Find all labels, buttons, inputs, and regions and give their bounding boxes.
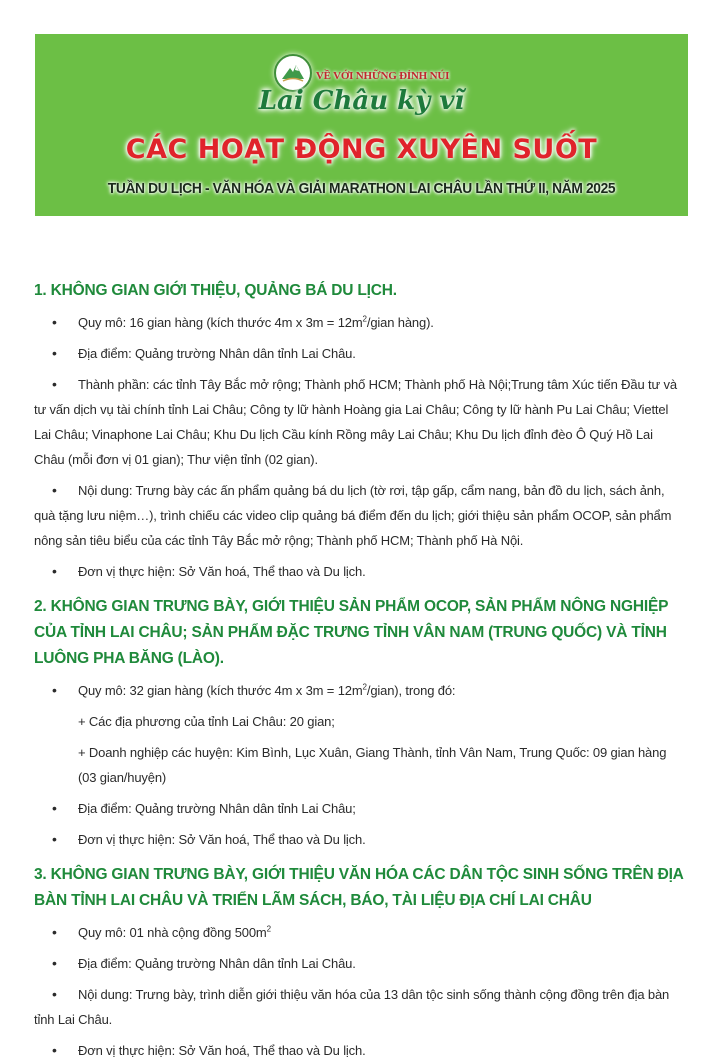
list-item: • Đơn vị thực hiện: Sở Văn hoá, Thể thao và Du lịch. xyxy=(34,827,684,852)
section-title: 1. KHÔNG GIAN GIỚI THIỆU, QUẢNG BÁ DU LỊCH. xyxy=(34,282,397,299)
list-item: • Địa điểm: Quảng trường Nhân dân tỉnh Lai Châu. xyxy=(34,951,684,976)
sub-item: + Doanh nghiệp các huyện: Kim Bình, Lục Xuân, Giang Thành, tỉnh Vân Nam, Trung Quốc: 09 gian hàng (03 gian/huyện) xyxy=(78,745,667,785)
script-title: Lai Châu kỳ vĩ xyxy=(258,86,465,116)
tagline: VỀ VỚI NHỮNG ĐỈNH NÚI xyxy=(315,70,450,82)
bullet-icon: • xyxy=(52,563,57,579)
main-title: CÁC HOẠT ĐỘNG XUYÊN SUỐT xyxy=(125,134,598,165)
section-title: 2. KHÔNG GIAN TRƯNG BÀY, GIỚI THIỆU SẢN PHẨM OCOP, SẢN PHẨM NÔNG NGHIỆP CỦA TỈNH LAI CHÂU; SẢN PHẨM ĐẶC TRƯNG TỈNH VÂN NAM (TRUNG QUỐC) VÀ TỈNH LUÔNG PHA BĂNG (LÀO). xyxy=(34,598,668,667)
sub-item: + Các địa phương của tỉnh Lai Châu: 20 gian; xyxy=(78,714,335,729)
list-item: • Quy mô: 32 gian hàng (kích thước 4m x $3m = 12m^2/gian$), trong đó: xyxy=(34,678,684,703)
list-item: • Đơn vị thực hiện: Sở Văn hoá, Thể thao và Du lịch. xyxy=(34,559,684,584)
list-item: • Quy mô: 16 gian hàng (kích thước 4m x $3m = 12m^2$/gian hàng). xyxy=(34,310,684,335)
bullet-icon: • xyxy=(52,800,57,816)
document-body xyxy=(34,278,684,1063)
list-item: • Địa điểm: Quảng trường Nhân dân tỉnh Lai Châu. xyxy=(34,341,684,366)
bullet-icon: • xyxy=(52,831,57,847)
section-3 xyxy=(34,862,684,1063)
section-2 xyxy=(34,594,684,852)
subtitle: TUẦN DU LỊCH - VĂN HÓA VÀ GIẢI MARATHON LAI CHÂU LẦN THỨ II, NĂM 2025 xyxy=(107,180,616,197)
list-item: • Thành phần: các tỉnh Tây Bắc mở rộng; Thành phố HCM; Thành phố Hà Nội;Trung tâm Xúc tiến Đầu tư và tư vấn dịch vụ tài chính tỉnh Lai Châu; Công ty lữ hành Hoàng gia Lai Châu; Công ty lữ hành Pu Lai Châu; Viettel Lai Châu; Vinaphone Lai Châu; Khu Du lịch Cầu kính Rồng mây Lai Châu; Khu Du lịch đỉnh đèo Ô Quý Hồ Lai Châu (mỗi đơn vị 01 gian); Thư viện tỉnh (02 gian). xyxy=(34,372,684,472)
bullet-icon: • xyxy=(52,482,57,498)
header-banner xyxy=(35,34,688,216)
section-title: 3. KHÔNG GIAN TRƯNG BÀY, GIỚI THIỆU VĂN HÓA CÁC DÂN TỘC SINH SỐNG TRÊN ĐỊA BÀN TỈNH LAI CHÂU VÀ TRIỂN LÃM SÁCH, BÁO, TÀI LIỆU ĐỊA CHÍ LAI CHÂU xyxy=(34,866,684,909)
bullet-icon: • xyxy=(52,955,57,971)
bullet-icon: • xyxy=(52,376,57,392)
list-item: • Nội dung: Trưng bày các ấn phẩm quảng bá du lịch (tờ rơi, tập gấp, cẩm nang, bản đồ du lịch, sách ảnh, quà tặng lưu niệm…), trình chiếu các video clip quảng bá điểm đến du lịch; giới thiệu sản phẩm OCOP, sản phẩm nông sản tiêu biểu của các tỉnh Tây Bắc mở rộng; Thành phố HCM; Thành phố Hà Nội. xyxy=(34,478,684,553)
list-item: • Quy mô: 01 nhà cộng đồng $500m^2$ xyxy=(34,920,684,945)
list-item: • Địa điểm: Quảng trường Nhân dân tỉnh Lai Châu; xyxy=(34,796,684,821)
bullet-icon: • xyxy=(52,682,57,698)
section-1 xyxy=(34,278,684,584)
bullet-icon: • xyxy=(52,345,57,361)
bullet-icon: • xyxy=(52,314,57,330)
bullet-icon: • xyxy=(52,986,57,1002)
list-item: • Đơn vị thực hiện: Sở Văn hoá, Thể thao và Du lịch. xyxy=(34,1038,684,1063)
list-item: • Nội dung: Trưng bày, trình diễn giới thiệu văn hóa của 13 dân tộc sinh sống thành cộng đồng trên địa bàn tỉnh Lai Châu. xyxy=(34,982,684,1032)
bullet-icon: • xyxy=(52,1042,57,1058)
bullet-icon: • xyxy=(52,924,57,940)
